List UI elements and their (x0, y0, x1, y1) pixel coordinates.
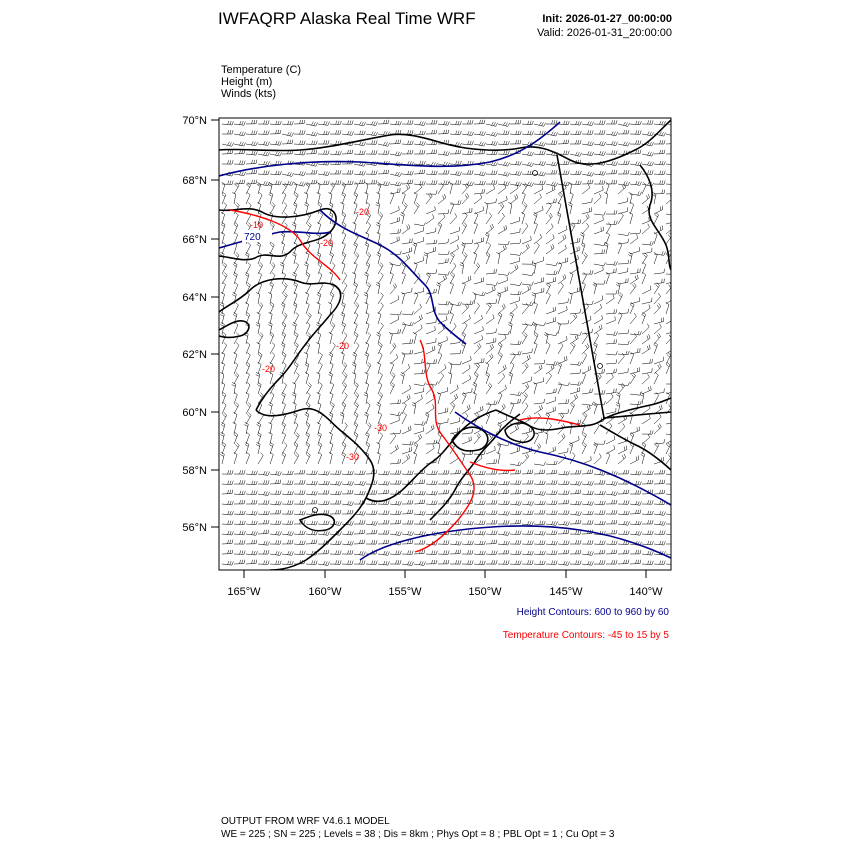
legend-temperature: Temperature (C) (221, 64, 302, 76)
wind-barb-flag (672, 480, 673, 484)
map-title: IWFAQRP Alaska Real Time WRF (218, 9, 476, 28)
wind-barb-flag (676, 271, 677, 275)
wind-barb-flag (672, 181, 673, 185)
wind-barb-flag (674, 150, 675, 154)
wind-barb-flag (674, 480, 675, 484)
wind-barb-flag (676, 432, 678, 436)
wind-barb-flag (676, 161, 677, 165)
wind-barb-flag (676, 212, 678, 216)
wind-barb-flag (674, 471, 676, 475)
wind-barb-flag (674, 315, 675, 319)
map-background (219, 118, 671, 570)
wind-barb-flag (672, 224, 674, 228)
wind-barb-flag (674, 171, 675, 175)
wind-barb-flag (674, 212, 676, 216)
wind-barb-flag (674, 380, 675, 384)
wind-barb-flag (673, 435, 674, 439)
wind-barb-flag (673, 345, 674, 349)
valid-time: Valid: 2026-01-31_20:00:00 (537, 27, 672, 39)
wind-barb-flag (674, 161, 675, 165)
wind-barb-flag (676, 171, 678, 175)
wind-barb-flag (674, 181, 675, 185)
wind-barb-flag (676, 540, 677, 544)
wind-barb-flag (674, 500, 675, 504)
wind-barb-flag (676, 380, 677, 384)
wind-barb-flag (676, 150, 677, 154)
wind-barb-flag (672, 491, 673, 495)
wind-barb-flag (674, 531, 676, 535)
wind-barb-flag (676, 520, 677, 524)
wind-barb-flag (676, 480, 677, 484)
wind-barb-flag (673, 294, 674, 298)
wind-barb-flag (676, 190, 677, 194)
wind-barb-flag (672, 121, 673, 125)
wind-barb-flag (674, 132, 676, 136)
wind-barb-flag (674, 121, 675, 125)
legend-height: Height (m) (221, 76, 273, 88)
wind-barb-flag (676, 491, 677, 495)
wind-barb-flag (676, 472, 678, 476)
wind-barb-flag (674, 540, 675, 544)
wind-barb-flag (672, 520, 673, 524)
wind-barb-flag (676, 140, 677, 144)
wind-barb-flag (676, 511, 677, 515)
wind-barb-flag (676, 133, 678, 137)
wind-barb-flag (672, 171, 673, 175)
wind-barb-flag (672, 161, 673, 165)
wind-barb-flag (672, 150, 673, 154)
wind-barb-flag (672, 500, 673, 504)
wind-barb-flag (674, 491, 675, 495)
wind-barb-flag (672, 471, 674, 475)
wind-barb-flag (674, 190, 675, 194)
wind-barb-flag (672, 540, 673, 544)
wind-barb-flag (676, 121, 677, 125)
wind-barb-flag (676, 532, 678, 536)
wind-barb-flag (674, 520, 675, 524)
wind-barb-flag (672, 194, 674, 198)
wind-barb-flag (672, 244, 674, 248)
wind-barb-flag (676, 500, 677, 504)
wind-barb-flag (672, 511, 673, 515)
wind-barb-flag (672, 140, 673, 144)
wind-barb-flag (672, 531, 674, 535)
wind-barb-flag (674, 511, 675, 515)
init-time: Init: 2026-01-27_00:00:00 (542, 13, 672, 25)
legend-winds: Winds (kts) (221, 88, 276, 100)
wind-barb-flag (676, 181, 677, 185)
wind-barb-flag (671, 132, 673, 136)
wind-barb-flag (674, 140, 675, 144)
